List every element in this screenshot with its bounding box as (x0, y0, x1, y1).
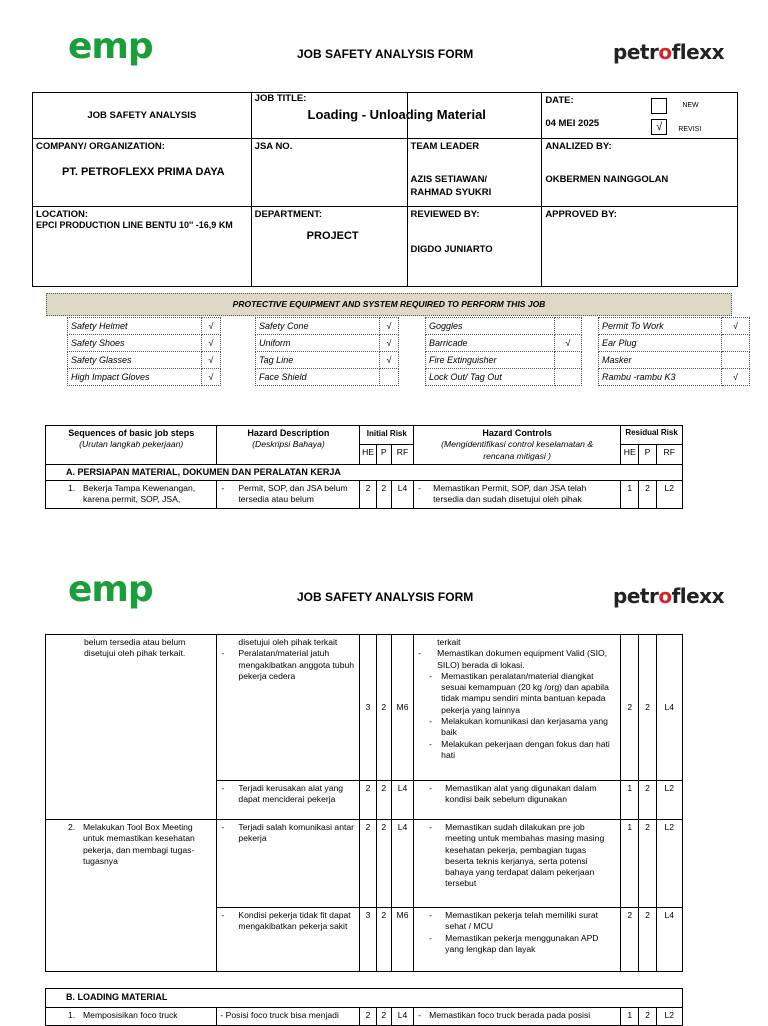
ppe-item-check[interactable]: √ (380, 318, 399, 335)
initial-p: P (376, 445, 391, 464)
ppe-item-label: Barricade (426, 335, 555, 352)
ppe-item-label: Face Shield (256, 369, 380, 386)
p2-row2-p: 2 (376, 781, 391, 820)
ppe-item-check[interactable]: √ (722, 369, 750, 386)
ppe-item-label: Safety Helmet (68, 318, 202, 335)
analyzed-value: OKBERMEN NAINGGOLAN (545, 174, 669, 185)
analyzed-label: ANALIZED BY: (545, 141, 612, 152)
ppe-item-label: Uniform (256, 335, 380, 352)
p2-row5-rp: 2 (639, 1008, 656, 1026)
p2-row5-p: 2 (376, 1008, 391, 1026)
ppe-item-label: Safety Cone (256, 318, 380, 335)
residual-rf: RF (656, 445, 682, 464)
p2-row1-c0: terkait (437, 637, 461, 647)
new-label: NEW (682, 102, 699, 109)
ppe-item-label: High Impact Gloves (68, 369, 202, 386)
p2-row5-rf: L4 (391, 1008, 413, 1026)
p2-row1-rrf: L4 (656, 635, 682, 781)
petroflexx-logo-a: petr (613, 40, 659, 64)
p2-row2-rf: L4 (391, 781, 413, 820)
ppe-item-check[interactable] (722, 352, 750, 369)
ppe-gap (221, 318, 256, 335)
revisi-label: REVISI (678, 126, 702, 133)
emp-logo-p2 (68, 569, 153, 610)
col-steps-sub: (Urutan langkah pekerjaan) (79, 439, 184, 450)
row1-hazard: - Permit, SOP, dan JSA belum tersedia atau belum (220, 483, 356, 506)
job-title-label: JOB TITLE: (254, 93, 307, 104)
p2-row2-hazard: - Terjadi kerusakan alat yang dapat mencideraì pekerja (220, 783, 356, 806)
p2-row1-step: belum tersedia atau belum disetujui oleh pihak terkait. (46, 635, 217, 820)
ppe-item-label: Tag Line (256, 352, 380, 369)
ppe-gap (582, 369, 599, 386)
p2-row1-rhe: 2 (621, 635, 639, 781)
petroflexx-logo-b-p2: flexx (671, 584, 724, 608)
initial-rf: RF (391, 445, 413, 464)
p2-row1-hazard-a: disetujui oleh pihak terkait (238, 637, 338, 647)
location-value: EPCI PRODUCTION LINE BENTU 10'' -16,9 KM (36, 220, 233, 230)
residual-p: P (639, 445, 656, 464)
ppe-gap (221, 352, 256, 369)
col-controls-sub2: rencana mitigasi ) (483, 450, 552, 461)
form-title-p2: JOB SAFETY ANALYSIS FORM (297, 590, 474, 604)
p2-row3-rf: L4 (391, 820, 413, 908)
p2-row3-rhe: 1 (621, 820, 639, 908)
p2-row3-step: Melakukan Tool Box Meeting untuk memastikan kesehatan pekerja, dan membagi tugas-tugasnya (83, 822, 195, 866)
date-value: 04 MEI 2025 (545, 118, 600, 129)
approved-label: APPROVED BY: (545, 209, 617, 220)
ppe-gap (399, 318, 426, 335)
ppe-item-label: Safety Shoes (68, 335, 202, 352)
p2-row5-step: Memposisikan foco truck (83, 1010, 178, 1020)
petroflexx-logo-o: o (658, 40, 672, 64)
p2-row3-rrf: L2 (656, 820, 682, 908)
emp-logo-text: emp (68, 26, 153, 67)
p2-row4-rf: M6 (391, 908, 413, 972)
ppe-item-check[interactable]: √ (555, 335, 582, 352)
ppe-item-check[interactable]: √ (202, 369, 221, 386)
ppe-item-label: Ear Plug (599, 335, 722, 352)
ppe-item-check[interactable]: √ (202, 352, 221, 369)
p2-row5-rrf: L2 (656, 1008, 682, 1026)
p2-row2-rhe: 1 (621, 781, 639, 820)
ppe-item-label: Masker (599, 352, 722, 369)
ppe-item-label: Fire Extinguisher (426, 352, 555, 369)
p2-row5-control: - Memastikan foco truck berada pada posisi (417, 1010, 617, 1021)
p2-row3-hazard: - Terjadi salah komunikasi antar pekerja (220, 822, 356, 845)
ppe-item-check[interactable]: √ (380, 335, 399, 352)
p2-row3-rp: 2 (639, 820, 656, 908)
emp-logo-text-p2: emp (68, 569, 153, 610)
p2-row3-p: 2 (376, 820, 391, 908)
petroflexx-logo-p2 (613, 584, 724, 608)
team-leader-label: TEAM LEADER (410, 141, 480, 152)
ppe-title: PROTECTIVE EQUIPMENT AND SYSTEM REQUIRED TO PERFORM THIS JOB (46, 293, 732, 316)
jsa-info-table (32, 92, 738, 287)
p2-row1-rp: 2 (639, 635, 656, 781)
p2-row5-rhe: 1 (621, 1008, 639, 1026)
row1-num: 1. (68, 483, 76, 494)
jsa-table-p2 (45, 634, 683, 972)
emp-logo (68, 26, 153, 67)
row1-step: Bekerja Tampa Kewenangan, karena permit, SOP, JSA, (83, 483, 196, 505)
ppe-grid (67, 317, 750, 386)
ppe-gap (582, 335, 599, 352)
jsa-table-p1 (45, 425, 683, 509)
p2-row4-hazard: - Kondisi pekerja tidak fit dapat mengakibatkan pekerja sakit (220, 910, 356, 933)
revisi-checkbox[interactable]: √ (651, 119, 667, 135)
p2-row2-rrf: L2 (656, 781, 682, 820)
p2-row1-c4: - Melakukan pekerjaan dengan fokus dan hati hati (417, 739, 617, 762)
date-label: DATE: (545, 95, 574, 106)
department-value: PROJECT (306, 230, 359, 242)
row1-he: 2 (360, 481, 376, 509)
jsa-label: JOB SAFETY ANALYSIS (33, 93, 252, 139)
ppe-item-check[interactable] (555, 318, 582, 335)
location-label: LOCATION: (36, 209, 89, 220)
p2-row4-c2: - Memastikan pekerja menggunakan APD yang lengkap dan layak (417, 933, 617, 956)
ppe-gap (399, 369, 426, 386)
p2-row1-he: 3 (360, 635, 376, 781)
ppe-gap (221, 335, 256, 352)
p2-row5-he: 2 (360, 1008, 376, 1026)
section-b-title: B. LOADING MATERIAL (46, 989, 683, 1008)
ppe-gap (221, 369, 256, 386)
p2-row3-num: 2. (68, 822, 76, 832)
col-hazard-sub: (Deskripsi Bahaya) (252, 439, 325, 450)
p2-row4-rhe: 2 (621, 908, 639, 972)
petroflexx-logo-a-p2: petr (613, 584, 659, 608)
ppe-item-check[interactable] (555, 352, 582, 369)
p2-row3-control: - Memastikan sudah dilakukan pre job meeting untuk membahas masing masing kesehatan pekerja, pembagian tugas beserta teknis kerjanya, serta potensi bahaya yang terdapat dalam pekerjaan tersebut (417, 822, 617, 890)
ppe-item-label: Goggles (426, 318, 555, 335)
ppe-item-check[interactable]: √ (202, 318, 221, 335)
p2-row3-he: 2 (360, 820, 376, 908)
p2-row1-hazard-b: - Peralatan/material jatuh mengakibatkan anggota tubuh pekerja cedera (220, 648, 356, 682)
col-hazard-header: Hazard Description (247, 428, 330, 438)
ppe-gap (399, 352, 426, 369)
ppe-item-check[interactable] (380, 369, 399, 386)
col-controls-header: Hazard Controls (482, 428, 552, 438)
section-a-title: A. PERSIAPAN MATERIAL, DOKUMEN DAN PERALATAN KERJA (46, 464, 683, 480)
reviewed-value: DIGDO JUNIARTO (410, 244, 493, 255)
ppe-gap (582, 352, 599, 369)
row1-rhe: 1 (621, 481, 639, 509)
ppe-item-label: Permit To Work (599, 318, 722, 335)
ppe-gap (399, 335, 426, 352)
team-leader-1: AZIS SETIAWAN/ (410, 174, 488, 185)
ppe-gap (582, 318, 599, 335)
petroflexx-logo-o-p2: o (658, 584, 672, 608)
row1-rf: L4 (391, 481, 413, 509)
department-label: DEPARTMENT: (254, 209, 323, 220)
residual-he: HE (621, 445, 639, 464)
ppe-item-check[interactable] (722, 335, 750, 352)
ppe-item-check[interactable]: √ (202, 335, 221, 352)
p2-row4-rrf: L4 (656, 908, 682, 972)
row1-control: - Memastikan Permit, SOP, dan JSA telah tersedia dan sudah disetujui oleh pihak (417, 483, 617, 506)
ppe-item-label: Lock Out/ Tag Out (426, 369, 555, 386)
p2-row1-c3: - Melakukan komunikasi dan kerjasama yang baik (417, 716, 617, 739)
initial-he: HE (360, 445, 376, 464)
col-initial-header: Initial Risk (360, 426, 414, 445)
jsa-table-p2-section-b (45, 988, 683, 1026)
ppe-item-check[interactable] (555, 369, 582, 386)
p2-row2-control: - Memastikan alat yang digunakan dalam kondisi baik sebelum digunakan (417, 783, 617, 806)
p2-row4-rp: 2 (639, 908, 656, 972)
new-checkbox[interactable] (651, 98, 667, 114)
job-title-value: Loading - Unloading Material (307, 107, 486, 122)
team-leader-2: RAHMAD SYUKRI (410, 187, 492, 198)
ppe-item-check[interactable]: √ (380, 352, 399, 369)
row1-rrf: L2 (656, 481, 682, 509)
col-controls-sub1: (Mengidentifikasi control keselamatan & (441, 439, 594, 450)
reviewed-label: REVIEWED BY: (410, 209, 480, 220)
col-steps-header: Sequences of basic job steps (68, 428, 195, 438)
p2-row5-hazard: - Posisi foco truck bisa menjadi (217, 1008, 360, 1026)
company-label: COMPANY/ ORGANIZATION: (36, 141, 165, 152)
p2-row4-p: 2 (376, 908, 391, 972)
p2-row4-c1: - Memastikan pekerja telah memiliki surat sehat / MCU (417, 910, 617, 933)
form-title: JOB SAFETY ANALYSIS FORM (297, 47, 474, 61)
jsa-no-label: JSA NO. (254, 141, 293, 152)
ppe-item-label: Safety Glasses (68, 352, 202, 369)
p2-row1-c2: - Memastikan peralatan/material diangkat sesuai kemampuan (20 kg /org) dan apabila tidak mampu sendiri minta bantuan kepada pekerja yang lainnya (417, 671, 617, 716)
p2-row5-num: 1. (68, 1010, 76, 1020)
row1-rp: 2 (639, 481, 656, 509)
p2-row2-rp: 2 (639, 781, 656, 820)
row1-p: 2 (376, 481, 391, 509)
petroflexx-logo-b: flexx (671, 40, 724, 64)
p2-row1-p: 2 (376, 635, 391, 781)
p2-row2-he: 2 (360, 781, 376, 820)
p2-row4-he: 3 (360, 908, 376, 972)
petroflexx-logo (613, 40, 724, 64)
p2-row1-c1: - Memastikan dokumen equipment Valid (SIO, SILO) berada di lokasi. (417, 648, 617, 671)
company-value: PT. PETROFLEXX PRIMA DAYA (62, 166, 225, 178)
ppe-item-label: Rambu -rambu K3 (599, 369, 722, 386)
col-residual-header: Residual Risk (621, 426, 683, 445)
ppe-item-check[interactable]: √ (722, 318, 750, 335)
p2-row1-rf: M6 (391, 635, 413, 781)
